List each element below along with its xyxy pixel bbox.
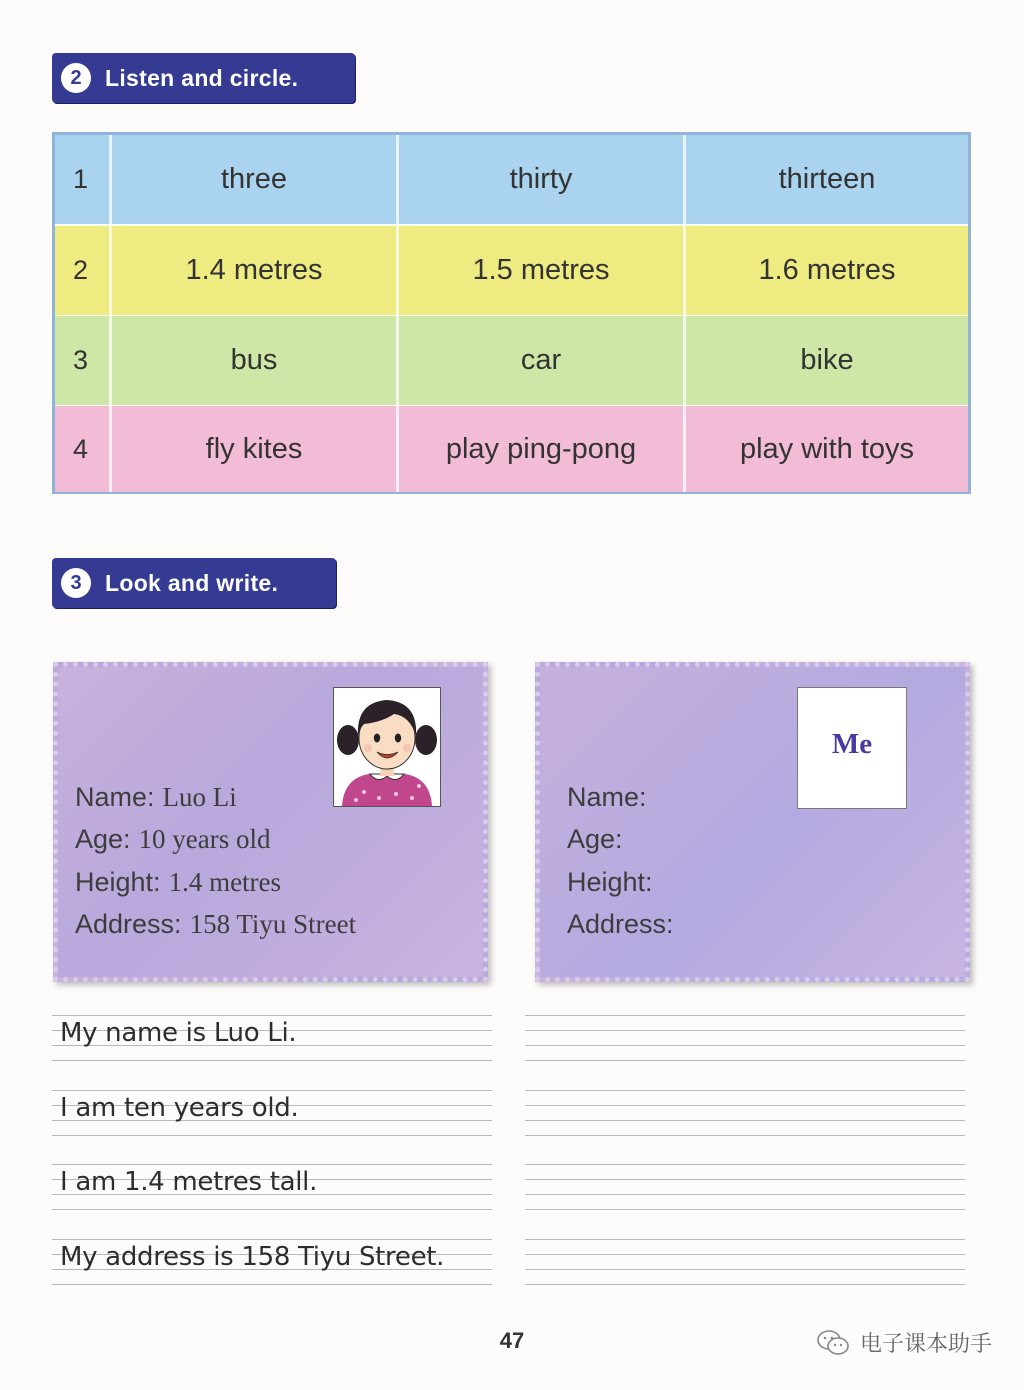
example-sentence: I am ten years old. bbox=[60, 1092, 299, 1123]
table-row bbox=[55, 135, 968, 224]
writing-line[interactable] bbox=[525, 1164, 965, 1239]
writing-line[interactable] bbox=[525, 1239, 965, 1314]
example-sentence: I am 1.4 metres tall. bbox=[60, 1167, 318, 1197]
height-line bbox=[75, 867, 281, 898]
field-label: Age: bbox=[75, 824, 131, 854]
writing-line bbox=[52, 1164, 492, 1239]
writing-line[interactable] bbox=[525, 1015, 965, 1090]
row-number: 1 bbox=[55, 135, 112, 224]
field-value: Luo Li bbox=[162, 782, 237, 812]
field-value: 158 Tiyu Street bbox=[189, 909, 357, 939]
wechat-icon bbox=[816, 1329, 850, 1357]
watermark-text: 电子课本助手 bbox=[859, 1332, 992, 1357]
table-row bbox=[55, 405, 968, 492]
girl-portrait-icon bbox=[333, 687, 441, 807]
writing-line[interactable] bbox=[525, 1090, 965, 1165]
section-number: 3 bbox=[61, 568, 91, 598]
field-value: 10 years old bbox=[138, 824, 271, 854]
writing-line bbox=[52, 1090, 492, 1165]
age-line: Age: bbox=[567, 824, 623, 854]
option-cell[interactable]: car bbox=[399, 316, 686, 405]
id-card-me bbox=[535, 662, 970, 982]
example-sentence: My address is 158 Tiyu Street. bbox=[60, 1241, 445, 1272]
field-value: 1.4 metres bbox=[168, 867, 282, 897]
option-cell[interactable]: 1.5 metres bbox=[399, 226, 686, 315]
me-photo-box: Me bbox=[797, 687, 907, 809]
page-number: 47 bbox=[499, 1328, 525, 1353]
writing-line bbox=[52, 1239, 492, 1314]
address-line: Address: bbox=[567, 909, 674, 939]
listen-circle-table bbox=[52, 132, 971, 494]
name-line: Name: bbox=[567, 782, 647, 812]
field-label: Name: bbox=[75, 782, 155, 812]
option-cell[interactable]: three bbox=[112, 135, 399, 224]
age-line bbox=[75, 824, 271, 855]
field-label: Height: bbox=[75, 867, 161, 897]
table-row bbox=[55, 315, 968, 405]
row-number: 2 bbox=[55, 226, 112, 315]
writing-line bbox=[52, 1015, 492, 1090]
option-cell[interactable]: bike bbox=[800, 344, 854, 376]
section-number: 2 bbox=[61, 63, 91, 93]
address-line bbox=[75, 909, 356, 940]
height-line: Height: bbox=[567, 867, 653, 897]
section-header-write bbox=[52, 558, 336, 608]
watermark bbox=[816, 1327, 992, 1358]
option-cell[interactable]: bus bbox=[112, 316, 399, 405]
section-title: Listen and circle. bbox=[105, 64, 299, 91]
row-number: 3 bbox=[55, 316, 112, 405]
option-cell[interactable]: fly kites bbox=[112, 406, 399, 492]
option-cell[interactable]: play with toys bbox=[739, 432, 915, 465]
option-cell[interactable]: play ping-pong bbox=[399, 406, 686, 492]
field-label: Address: bbox=[75, 909, 182, 939]
option-cell[interactable]: 1.6 metres bbox=[758, 254, 896, 286]
blank-writing-lines bbox=[525, 1015, 965, 1313]
table-row bbox=[55, 225, 968, 315]
row-number: 4 bbox=[55, 406, 112, 492]
option-cell[interactable]: 1.4 metres bbox=[112, 226, 399, 315]
example-sentence: My name is Luo Li. bbox=[60, 1018, 297, 1048]
option-cell[interactable]: thirteen bbox=[778, 163, 876, 195]
section-title: Look and write. bbox=[105, 569, 279, 596]
id-card-luo-li bbox=[53, 662, 488, 982]
example-writing-lines bbox=[52, 1015, 492, 1313]
section-header-listen bbox=[52, 53, 355, 103]
option-cell[interactable]: thirty bbox=[399, 135, 686, 224]
name-line bbox=[75, 782, 237, 813]
